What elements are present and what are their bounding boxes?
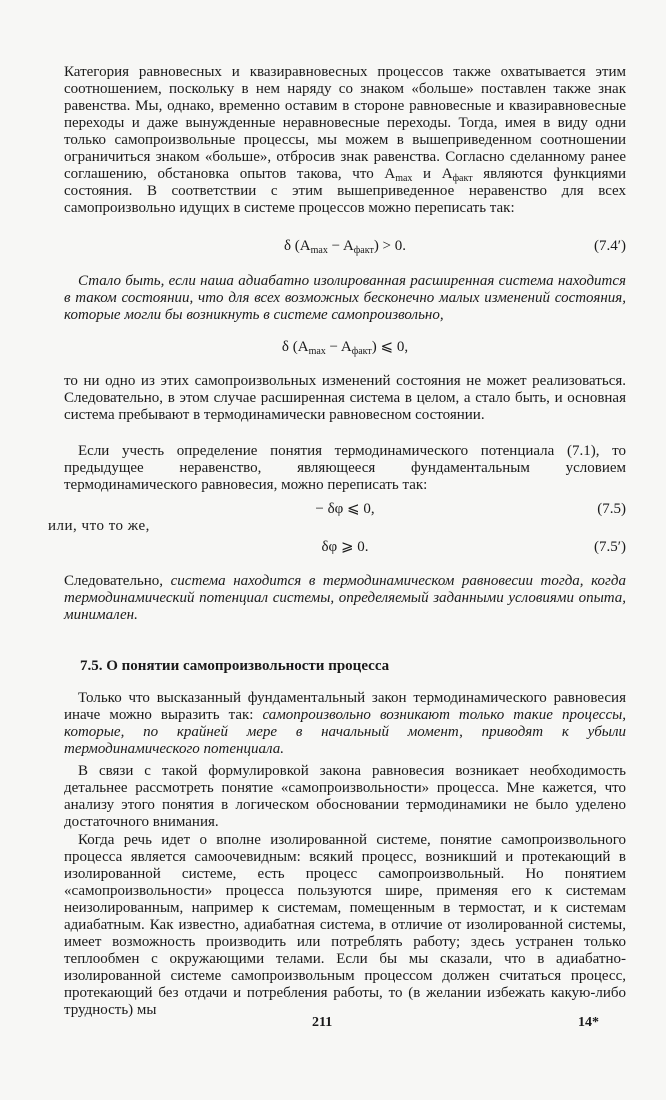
or-label: или, что то же, bbox=[48, 518, 150, 534]
paragraph-7: В связи с такой формулировкой закона равновесия возникает необходимость детальнее рассмотреть понятие «самопроизвольности» процесса. Мне кажется, что анализу этого понятия в логическом обосновании термодинамики не было уделено достаточного внимания. bbox=[64, 763, 626, 830]
equation-inequality: δ $(A_{max} - A_{факт})$ ⩽ 0, bbox=[281, 339, 409, 357]
paragraph-3: то ни одно из этих самопроизвольных изменений состояния не может реализоваться. Следовательно, в этом случае расширенная система в целом, а стало быть, и основная система пребывают в термодинамически равновесном состоянии. bbox=[64, 373, 626, 423]
signature-mark: 14* bbox=[578, 1015, 599, 1030]
equation-number: (7.5′) bbox=[593, 539, 626, 555]
equation-7-4-prime: δ $(A_{max} - A_{факт}) > 0$. (7.4′) bbox=[283, 238, 626, 256]
paragraph-2: Стало быть, если наша адиабатно изолированная расширенная система находится в таком состоянии, что для всех возможных бесконечно малых изменений состояния, которые могли бы возникнуть в системе самопроизвольно, bbox=[64, 273, 626, 323]
equation-number: (7.5) bbox=[597, 501, 626, 517]
equation-7-5-prime: δφ ⩾ 0. (7.5′) bbox=[321, 539, 626, 555]
equation-7-5: − δφ ⩽ 0, (7.5) bbox=[315, 501, 626, 517]
paragraph-1: Категория равновесных и квазиравновесных процессов также охватывается этим соотношением, поскольку в нем наряду со знаком «больше» поставлен также знак равенства. Мы, однако, временно оставим в стороне равновесные и квазиравновесные переходы и даже вынужденные неравновесные переходы. Тогда, имея в виду одни только самопроизвольные процессы, мы можем в вышеприведенном соотношении ограничиться знаком «больше», отбросив знак равенства. Согласно сделанному ранее соглашению, обстановка опытов такова, что $A_{max}$ и $A_{факт}$ являются функциями состояния. В соответствии с этим вышеприведенное неравенство для всех самопроизвольно идущих в системе процессов можно переписать так: bbox=[64, 64, 627, 216]
paragraph-8: Когда речь идет о вполне изолированной системе, понятие самопроизвольного процесса является самоочевидным: всякий процесс, возникший и протекающий в изолированной системе, есть процесс самопроизвольный. Но понятием «самопроизвольности» процесса пользуются шире, применяя его к системам неизолированным, например к системам, помещенным в термостат, и к системам адиабатным. Как известно, адиабатная система, в отличие от изолированной системы, имеет возможность производить или потреблять работу; здесь устранен только теплообмен с окружающими телами. Если бы мы сказали, что в адиабатно-изолированной системе самопроизвольным процессом должен считаться процесс, протекающий без отдачи и потребления работы, то (в желании избежать какую-либо трудность) мы bbox=[64, 832, 626, 1018]
paragraph-6: Только что высказанный фундаментальный закон термодинамического равновесия иначе можно выразить так: самопроизвольно возникают только такие процессы, которые, по крайней мере в начальный момент, приводят к убыли термодинамического потенциала. bbox=[64, 690, 627, 757]
section-heading: 7.5. О понятии самопроизвольности процесса bbox=[80, 658, 390, 674]
page-number: 211 bbox=[312, 1015, 333, 1030]
paragraph-4: Если учесть определение понятия термодинамического потенциала (7.1), то предыдущее неравенство, являющееся фундаментальным условием термодинамического равновесия, можно переписать так: bbox=[64, 443, 626, 493]
paragraph-5: Следовательно, система находится в термодинамическом равновесии тогда, когда термодинамический потенциал системы, определяемый заданными условиями опыта, минимален. bbox=[64, 573, 626, 623]
equation-number: (7.4′) bbox=[593, 238, 626, 254]
